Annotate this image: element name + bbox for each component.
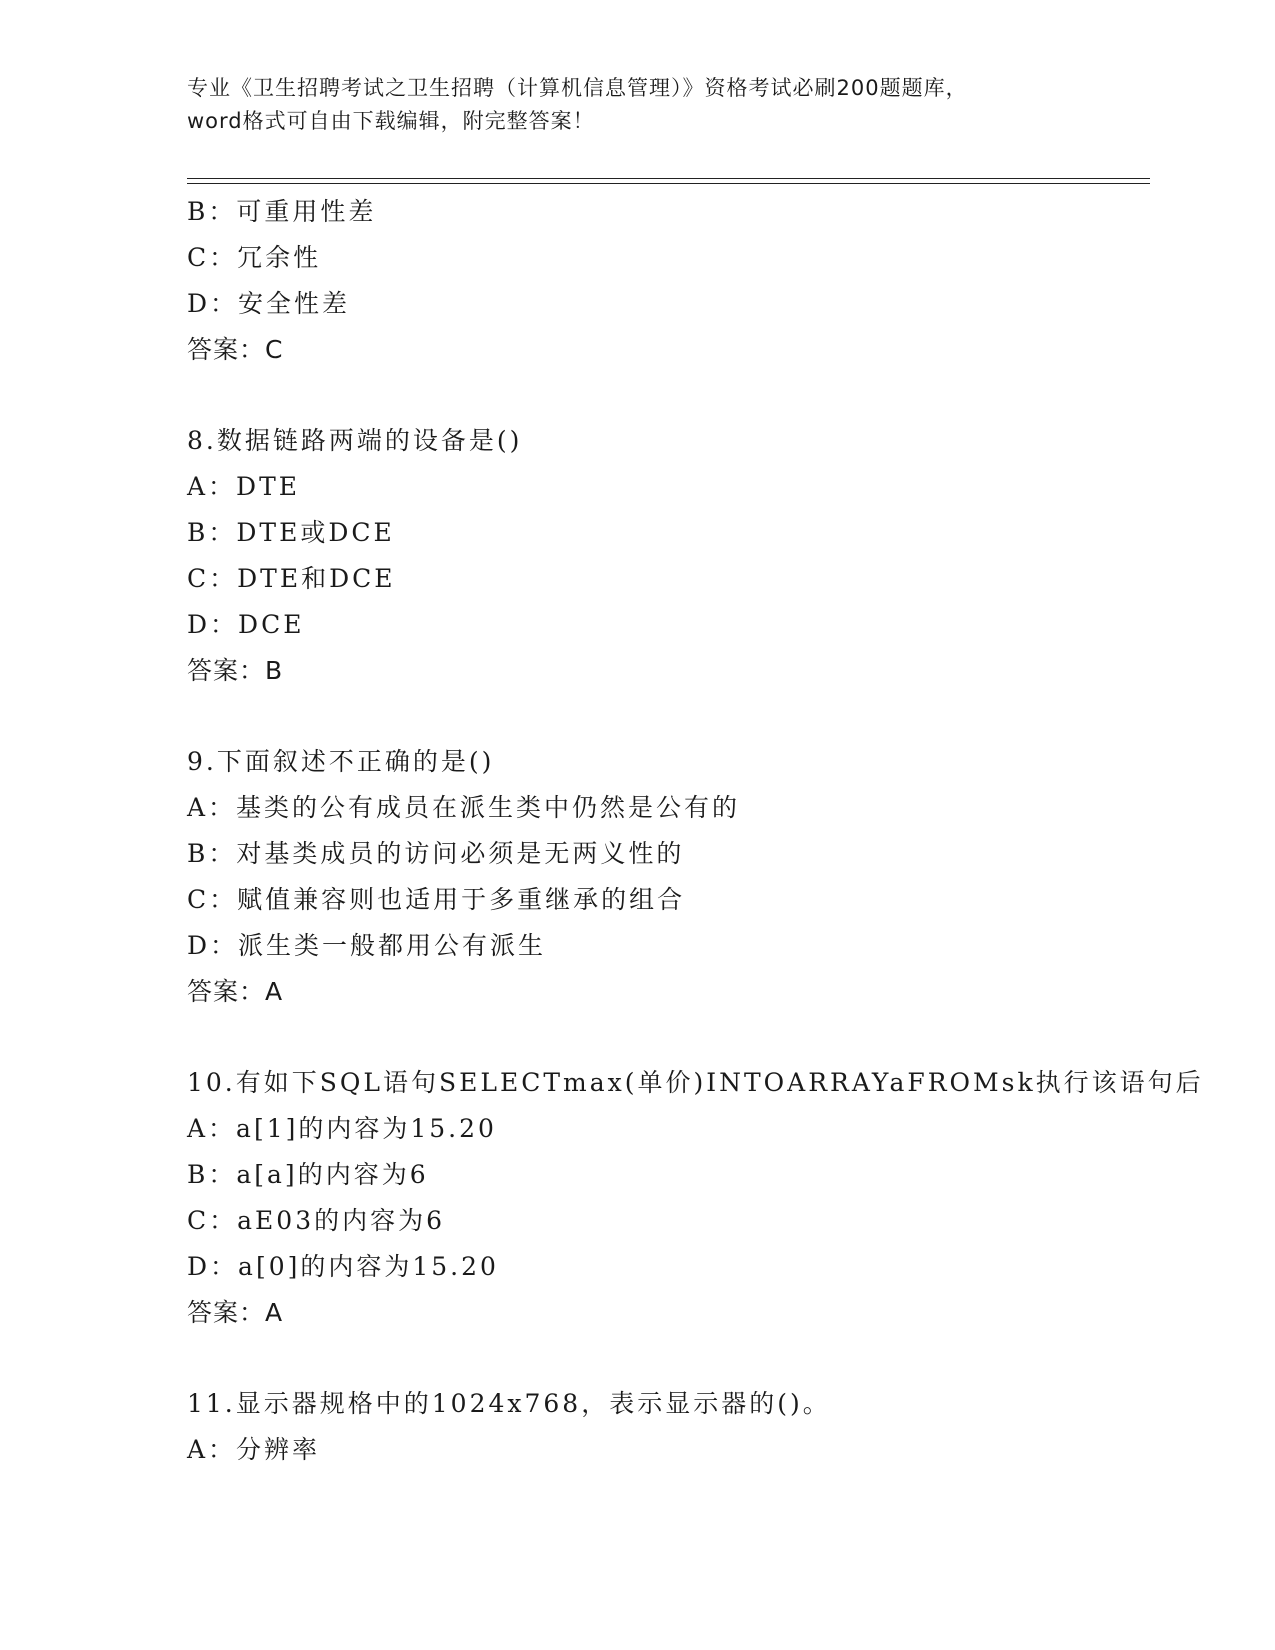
option-b: B：可重用性差 <box>187 197 377 226</box>
option-c: C：赋值兼容则也适用于多重继承的组合 <box>187 885 686 914</box>
option-b: B：DTE或DCE <box>187 518 395 547</box>
answer: 答案：B <box>187 656 284 685</box>
question-8 <box>187 418 1147 694</box>
question-10 <box>187 1060 1204 1336</box>
option-c: C：冗余性 <box>187 243 322 272</box>
option-a: A：基类的公有成员在派生类中仍然是公有的 <box>187 793 741 822</box>
header-divider-top <box>187 178 1150 179</box>
answer: 答案：A <box>187 1298 284 1327</box>
option-d: D：安全性差 <box>187 289 351 318</box>
option-a: A：a[1]的内容为15.20 <box>187 1114 497 1143</box>
question-9 <box>187 739 1147 1015</box>
option-c: C：aE03的内容为6 <box>187 1206 446 1235</box>
question-list <box>187 189 1204 1473</box>
header-line-1: 专业《卫生招聘考试之卫生招聘（计算机信息管理）》资格考试必刷200题题库， <box>187 76 968 100</box>
answer: 答案：C <box>187 335 284 364</box>
option-b: B：对基类成员的访问必须是无两义性的 <box>187 839 685 868</box>
question-7-continued <box>187 189 1147 373</box>
option-b: B：a[a]的内容为6 <box>187 1160 429 1189</box>
option-a: A：DTE <box>187 472 301 501</box>
header-divider-bottom <box>187 183 1150 184</box>
question-11 <box>187 1381 1147 1473</box>
option-d: D：DCE <box>187 610 305 639</box>
question-stem: 9.下面叙述不正确的是() <box>187 747 495 776</box>
option-c: C：DTE和DCE <box>187 564 396 593</box>
header-line-2: word格式可自由下载编辑，附完整答案！ <box>187 109 595 133</box>
question-stem: 8.数据链路两端的设备是() <box>187 426 523 455</box>
option-d: D：a[0]的内容为15.20 <box>187 1252 499 1281</box>
option-a: A：分辨率 <box>187 1435 321 1464</box>
question-stem: 10.有如下SQL语句SELECTmax(单价)INTOARRAYaFROMsk执行该语句后 <box>187 1068 1204 1097</box>
question-stem: 11.显示器规格中的1024x768，表示显示器的()。 <box>187 1389 831 1418</box>
option-d: D：派生类一般都用公有派生 <box>187 931 547 960</box>
answer: 答案：A <box>187 977 284 1006</box>
document-header <box>187 72 1087 138</box>
